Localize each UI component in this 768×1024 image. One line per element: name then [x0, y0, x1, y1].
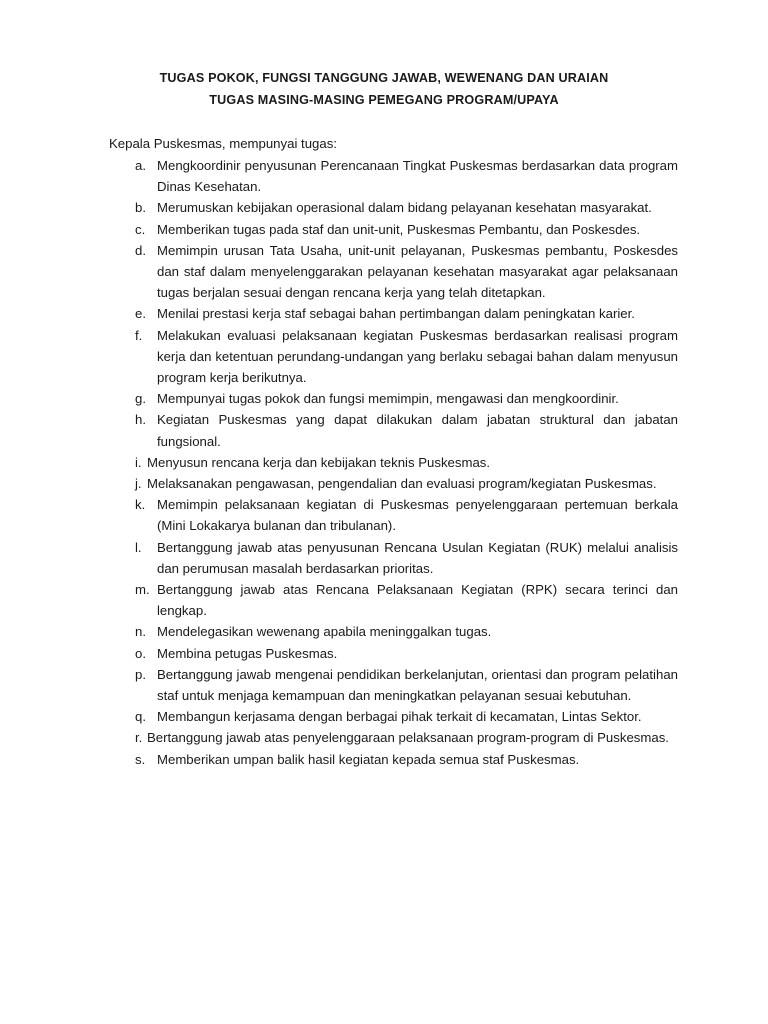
list-marker: h. — [135, 412, 146, 428]
list-marker: r. — [135, 730, 143, 746]
list-item — [0, 197, 768, 218]
list-marker: d. — [135, 242, 146, 258]
list-item-text: Melakukan evaluasi pelaksanaan kegiatan Puskesmas berdasarkan realisasi program kerja dan ketentuan perundang-undangan yang berlaku sebagai bahan dalam menyusun program kerja berikutnya. — [157, 327, 678, 386]
list-item — [0, 303, 768, 324]
document-title-line-1: TUGAS POKOK, FUNGSI TANGGUNG JAWAB, WEWENANG DAN URAIAN — [159, 71, 609, 85]
list-item — [0, 643, 768, 664]
list-item-text: Mengkoordinir penyusunan Perencanaan Tingkat Puskesmas berdasarkan data program Dinas Kesehatan. — [157, 158, 678, 195]
list-marker: p. — [135, 666, 146, 682]
list-marker: i. — [135, 454, 142, 470]
list-item — [0, 240, 768, 304]
list-item — [0, 473, 768, 494]
list-marker: e. — [135, 306, 146, 322]
list-item-text: Bertanggung jawab atas penyelenggaraan pelaksanaan program-program di Puskesmas. — [147, 730, 669, 746]
list-item — [0, 409, 768, 451]
list-marker: l. — [135, 539, 142, 555]
list-item-text: Membina petugas Puskesmas. — [157, 645, 338, 661]
document-title-line-2: TUGAS MASING-MASING PEMEGANG PROGRAM/UPAYA — [209, 92, 559, 107]
list-item — [0, 706, 768, 727]
list-item — [0, 621, 768, 642]
list-item — [0, 388, 768, 409]
list-item-text: Bertanggung jawab mengenai pendidikan berkelanjutan, orientasi dan program pelatihan staf untuk menjaga kemampuan dan meningkatkan pelayanan sesuai kebutuhan. — [157, 666, 678, 704]
list-marker: b. — [135, 200, 146, 216]
list-marker: n. — [135, 624, 146, 640]
list-marker: q. — [135, 709, 146, 725]
list-item-text: Membangun kerjasama dengan berbagai pihak terkait di kecamatan, Lintas Sektor. — [157, 709, 642, 725]
list-item — [0, 727, 768, 748]
list-marker: g. — [135, 391, 146, 407]
list-item-text: Memimpin pelaksanaan kegiatan di Puskesmas penyelenggaraan pertemuan berkala (Mini Lokakarya bulanan dan tribulanan). — [157, 497, 678, 534]
list-marker: f. — [135, 327, 143, 343]
list-item-text: Bertanggung jawab atas penyusunan Rencana Usulan Kegiatan (RUK) melalui analisis dan perumusan masalah berdasarkan prioritas. — [157, 539, 678, 576]
task-list — [0, 155, 768, 770]
list-marker: j. — [135, 476, 142, 492]
list-item-text: Mendelegasikan wewenang apabila meninggalkan tugas. — [157, 624, 492, 640]
list-marker: k. — [135, 497, 146, 513]
list-marker: a. — [135, 158, 146, 173]
list-marker: c. — [135, 221, 146, 237]
list-marker: o. — [135, 645, 146, 661]
list-item-text: Melaksanakan pengawasan, pengendalian dan evaluasi program/kegiatan Puskesmas. — [147, 476, 657, 492]
list-marker: m. — [135, 582, 150, 598]
list-item — [0, 494, 768, 536]
list-item-text: Bertanggung jawab atas Rencana Pelaksanaan Kegiatan (RPK) secara terinci dan lengkap. — [157, 582, 678, 619]
list-item — [0, 537, 768, 579]
intro-text: Kepala Puskesmas, mempunyai tugas: — [109, 136, 337, 151]
list-item — [0, 325, 768, 389]
list-item — [0, 155, 768, 197]
list-item-text: Memberikan umpan balik hasil kegiatan kepada semua staf Puskesmas. — [157, 751, 580, 767]
list-item-text: Memimpin urusan Tata Usaha, unit-unit pelayanan, Puskesmas pembantu, Poskesdes dan staf dalam menyelenggarakan pelayanan kesehatan masyarakat agar pelaksanaan tugas berjalan sesuai dengan rencana kerja yang telah ditetapkan. — [157, 242, 678, 301]
list-marker: s. — [135, 751, 146, 767]
list-item-text: Menyusun rencana kerja dan kebijakan teknis Puskesmas. — [147, 454, 491, 470]
list-item-text: Memberikan tugas pada staf dan unit-unit, Puskesmas Pembantu, dan Poskesdes. — [157, 221, 641, 237]
list-item — [0, 664, 768, 706]
list-item-text: Mempunyai tugas pokok dan fungsi memimpin, mengawasi dan mengkoordinir. — [157, 391, 619, 407]
list-item — [0, 219, 768, 240]
list-item-text: Menilai prestasi kerja staf sebagai bahan pertimbangan dalam peningkatan karier. — [157, 306, 635, 322]
list-item — [0, 452, 768, 473]
list-item — [0, 749, 768, 770]
list-item-text: Merumuskan kebijakan operasional dalam bidang pelayanan kesehatan masyarakat. — [157, 200, 652, 216]
list-item — [0, 579, 768, 621]
list-item-text: Kegiatan Puskesmas yang dapat dilakukan dalam jabatan struktural dan jabatan fungsional. — [157, 412, 678, 449]
